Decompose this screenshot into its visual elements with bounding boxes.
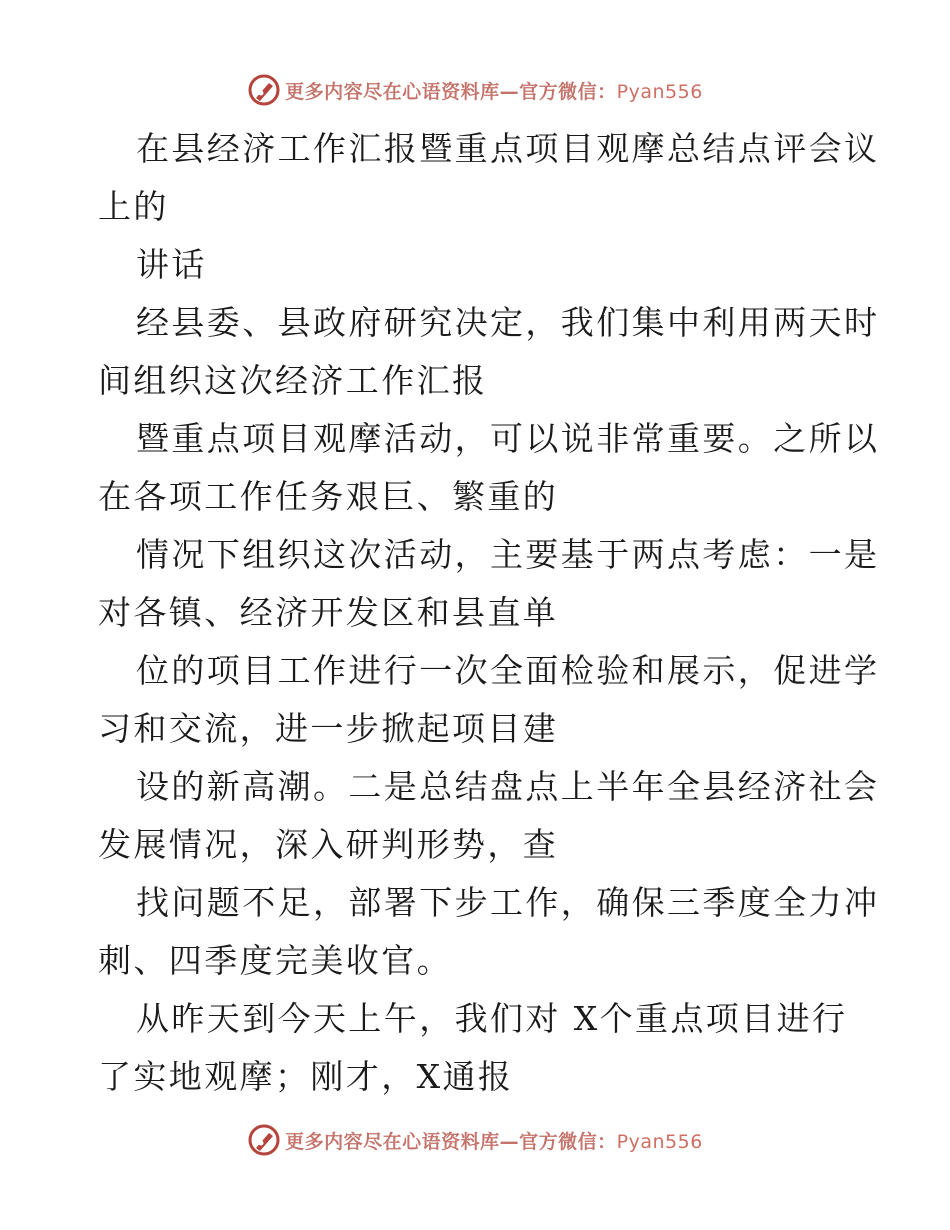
paragraph-line: 刺、四季度完美收官。 bbox=[98, 941, 452, 980]
paragraph-line: 暨重点项目观摩活动，可以说非常重要。之所以 bbox=[136, 419, 880, 458]
paragraph-line: 间组织这次经济工作汇报 bbox=[98, 361, 488, 400]
watermark-text: 更多内容尽在心语资料库—官方微信：Pyan556 bbox=[285, 1130, 703, 1153]
paragraph-line: 设的新高潮。二是总结盘点上半年全县经济社会 bbox=[136, 767, 880, 806]
title-line: 讲话 bbox=[136, 245, 207, 284]
watermark-wechat-id: Pyan556 bbox=[616, 80, 703, 103]
paragraph-line: 位的项目工作进行一次全面检验和展示，促进学 bbox=[136, 651, 880, 690]
watermark-text: 更多内容尽在心语资料库—官方微信：Pyan556 bbox=[285, 80, 703, 103]
paragraph-line: 在各项工作任务艰巨、繁重的 bbox=[98, 477, 559, 516]
paragraph-line: 情况下组织这次活动，主要基于两点考虑：一是 bbox=[136, 535, 880, 574]
pen-circle-icon bbox=[247, 73, 281, 107]
paragraph-line: 对各镇、经济开发区和县直单 bbox=[98, 593, 559, 632]
pen-circle-icon bbox=[247, 1123, 281, 1157]
watermark-footer bbox=[0, 1120, 950, 1160]
title-line: 在县经济工作汇报暨重点项目观摩总结点评会议 bbox=[136, 129, 880, 168]
document-body bbox=[98, 120, 880, 1106]
paragraph-line: 发展情况，深入研判形势，查 bbox=[98, 825, 559, 864]
paragraph-line: 经县委、县政府研究决定，我们集中利用两天时 bbox=[136, 303, 880, 342]
paragraph-line: 了实地观摩；刚才，X通报 bbox=[98, 1057, 514, 1096]
title-line: 上的 bbox=[98, 187, 169, 226]
paragraph-line: 习和交流，进一步掀起项目建 bbox=[98, 709, 559, 748]
paragraph-line: 从昨天到今天上午，我们对 X个重点项目进行 bbox=[136, 999, 848, 1038]
watermark-wechat-id: Pyan556 bbox=[616, 1130, 703, 1153]
paragraph-line: 找问题不足，部署下步工作，确保三季度全力冲 bbox=[136, 883, 880, 922]
watermark-header bbox=[0, 70, 950, 110]
